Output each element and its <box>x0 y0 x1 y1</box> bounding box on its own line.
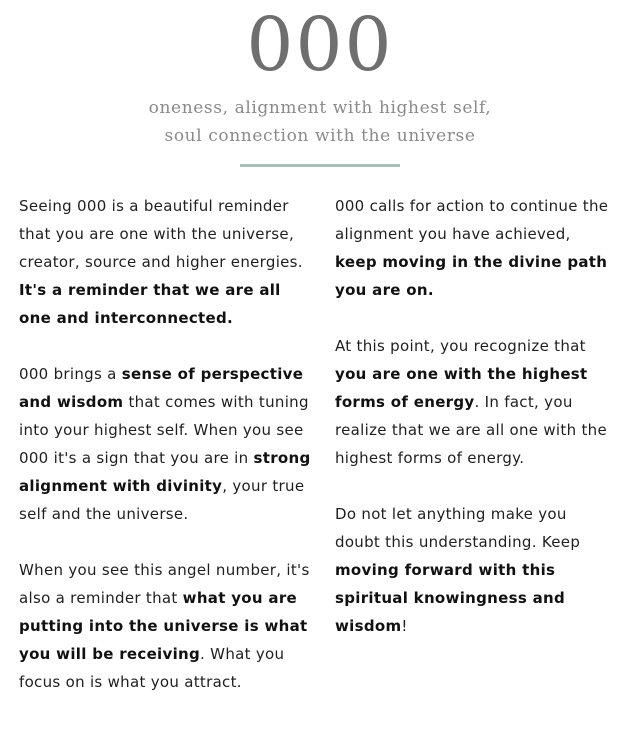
paragraph <box>335 192 615 304</box>
text: ! <box>401 617 408 635</box>
bold-text: sense of perspective and wisdom <box>19 365 304 411</box>
bold-text: what you are putting into the universe is what you will be receiving <box>19 589 308 663</box>
text: , your true self and the universe. <box>19 477 305 523</box>
bold-text: strong alignment with divinity <box>19 449 311 495</box>
bold-text: you are one with the highest forms of energy <box>335 365 588 411</box>
text: . In fact, you realize that we are all one with the highest forms of energy. <box>335 393 607 467</box>
bold-text: It's a reminder that we are all one and interconnected. <box>19 281 281 327</box>
right-column <box>335 192 615 724</box>
text: Seeing 000 is a beautiful reminder that you are one with the universe, creator, source and higher energies. <box>19 197 303 271</box>
bold-text: moving forward with this spiritual knowingness and wisdom <box>335 561 566 635</box>
angel-number-title: 000 <box>246 2 394 88</box>
left-column <box>19 192 315 724</box>
subtitle <box>0 94 640 150</box>
header <box>0 2 640 167</box>
bold-text: keep moving in the divine path you are on. <box>335 253 608 299</box>
text: . What you focus on is what you attract. <box>19 645 285 691</box>
text: 000 brings a <box>19 365 122 383</box>
page <box>0 2 640 735</box>
paragraph <box>19 192 315 332</box>
text: 000 calls for action to continue the alignment you have achieved, <box>335 197 609 243</box>
paragraph <box>19 360 315 528</box>
subtitle-line-2: soul connection with the universe <box>164 126 476 146</box>
paragraph <box>335 500 615 640</box>
subtitle-line-1: oneness, alignment with highest self, <box>148 98 492 118</box>
text: When you see this angel number, it's also a reminder that <box>19 561 310 607</box>
divider <box>240 164 400 167</box>
text: Do not let anything make you doubt this understanding. Keep <box>335 505 581 551</box>
content-columns <box>19 192 626 724</box>
paragraph <box>19 556 315 696</box>
text: At this point, you recognize that <box>335 337 586 355</box>
paragraph <box>335 332 615 472</box>
text: that comes with tuning into your highest self. When you see 000 it's a sign that you are in <box>19 393 309 467</box>
